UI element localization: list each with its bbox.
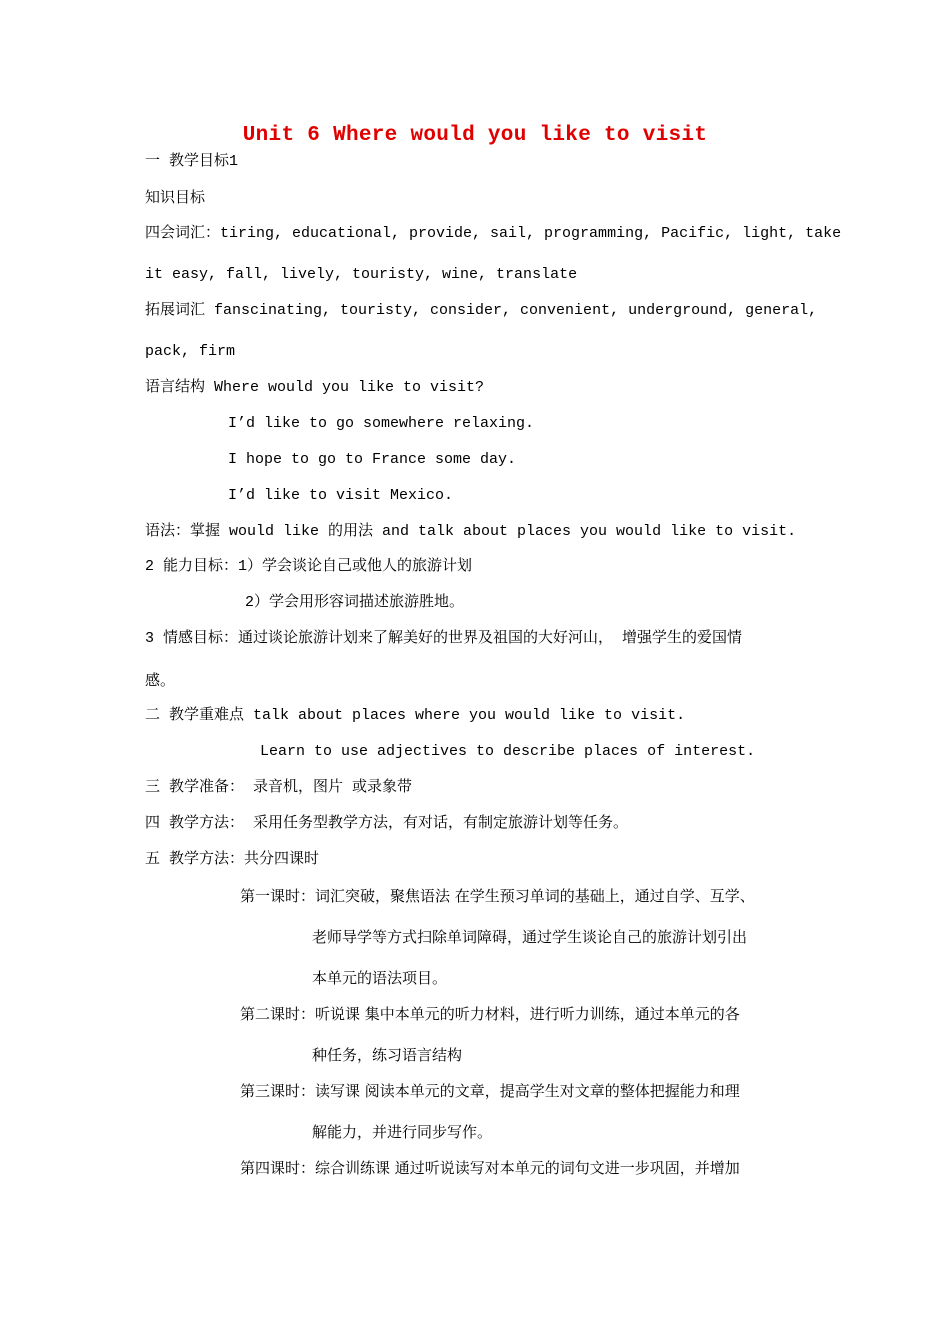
- lesson-1-line-3: 本单元的语法项目。: [312, 969, 448, 987]
- extended-vocabulary-line-1: 拓展词汇 fanscinating, touristy, consider, convenient, underground, general,: [145, 302, 818, 319]
- ability-goal-2: 2）学会用形容词描述旅游胜地。: [245, 594, 465, 611]
- emotion-goal-line-1: 3 情感目标：通过谈论旅游计划来了解美好的世界及祖国的大好河山， 增强学生的爱国情: [145, 630, 743, 647]
- lesson-3-line-2: 解能力，并进行同步写作。: [312, 1123, 493, 1141]
- teaching-method: 四 教学方法： 采用任务型教学方法，有对话，有制定旅游计划等任务。: [145, 815, 629, 832]
- ability-goal-1: 2 能力目标：1）学会谈论自己或他人的旅游计划: [145, 558, 473, 575]
- section-teaching-goals: 一 教学目标1: [145, 153, 239, 170]
- lesson-1-line-1: 第一课时：词汇突破，聚焦语法 在学生预习单词的基础上，通过自学、互学、: [240, 887, 755, 905]
- grammar-line: 语法：掌握 would like 的用法 and talk about places you would like to visit.: [145, 523, 797, 540]
- teaching-preparation: 三 教学准备： 录音机，图片 或录象带: [145, 779, 413, 796]
- key-difficulty-line-1: 二 教学重难点 talk about places where you would like to visit.: [145, 707, 686, 724]
- document-title: Unit 6 Where would you like to visit: [242, 124, 708, 147]
- knowledge-goals-heading: 知识目标: [145, 188, 206, 206]
- core-vocabulary-line-2: it easy, fall, lively, touristy, wine, translate: [145, 266, 578, 283]
- core-vocabulary-line-1: 四会词汇：tiring, educational, provide, sail, programming, Pacific, light, take: [145, 225, 842, 242]
- lesson-1-line-2: 老师导学等方式扫除单词障碍，通过学生谈论自己的旅游计划引出: [312, 928, 748, 946]
- lesson-2-line-1: 第二课时：听说课 集中本单元的听力材料，进行听力训练，通过本单元的各: [240, 1005, 740, 1023]
- key-difficulty-line-2: Learn to use adjectives to describe places of interest.: [260, 743, 756, 760]
- structure-example-3: I’d like to visit Mexico.: [228, 487, 454, 504]
- lesson-4-line-1: 第四课时：综合训练课 通过听说读写对本单元的词句文进一步巩固，并增加: [240, 1159, 740, 1177]
- structure-example-1: I’d like to go somewhere relaxing.: [228, 415, 535, 432]
- lesson-plan-heading: 五 教学方法：共分四课时: [145, 851, 320, 868]
- emotion-goal-line-2: 感。: [145, 671, 176, 689]
- extended-vocabulary-line-2: pack, firm: [145, 343, 236, 360]
- structure-example-2: I hope to go to France some day.: [228, 451, 517, 468]
- lesson-3-line-1: 第三课时：读写课 阅读本单元的文章，提高学生对文章的整体把握能力和理: [240, 1082, 740, 1100]
- lesson-2-line-2: 种任务，练习语言结构: [312, 1046, 463, 1064]
- language-structure-line: 语言结构 Where would you like to visit?: [145, 379, 485, 396]
